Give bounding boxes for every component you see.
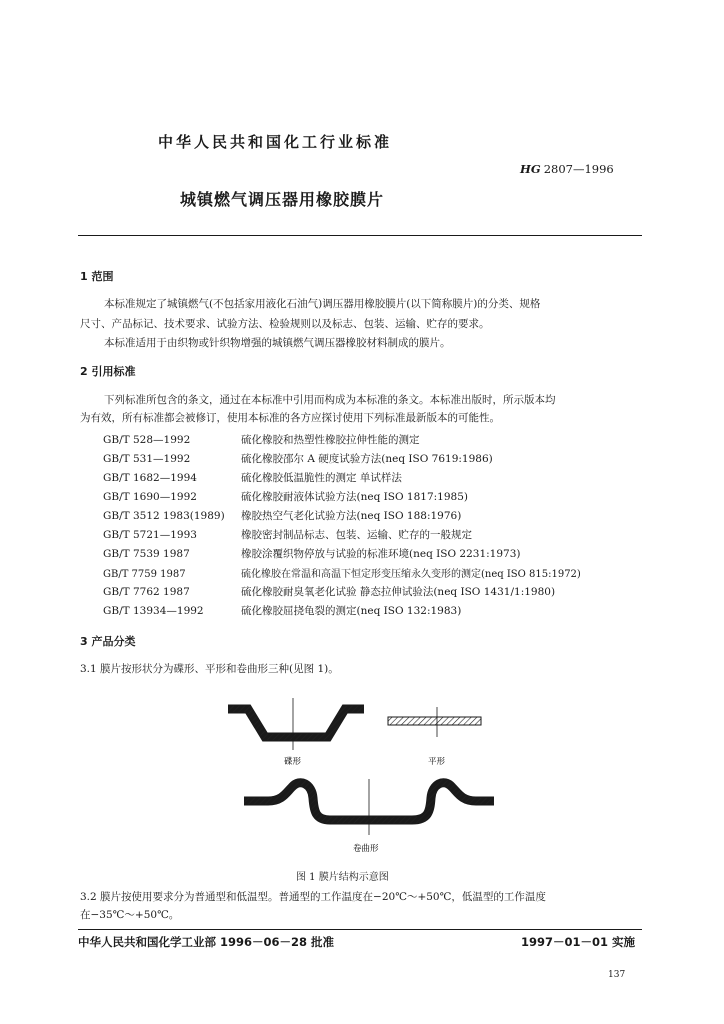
reference-code: GB/T 3512 1983(1989)	[103, 510, 225, 522]
footer-divider	[78, 929, 642, 930]
reference-code: GB/T 528—1992	[103, 434, 191, 446]
effective-date: 1997－01－01 实施	[521, 935, 636, 949]
approval-publisher: 中华人民共和国化学工业部 1996－06－28 批准	[78, 935, 335, 949]
reference-title: 硫化橡胶低温脆性的测定 单试样法	[241, 472, 402, 484]
reference-code: GB/T 7762 1987	[103, 586, 190, 598]
section-1-heading: 1 范围	[80, 270, 114, 283]
figure-caption: 图 1 膜片结构示意图	[296, 872, 389, 883]
reference-code: GB/T 7539 1987	[103, 548, 190, 560]
reference-code: GB/T 7759 1987	[103, 569, 186, 580]
reference-code: GB/T 13934—1992	[103, 605, 204, 617]
standard-code-prefix: HG	[520, 162, 541, 176]
section-1-para2: 本标准适用于由织物或针织物增强的城镇燃气调压器橡胶材料制成的膜片。	[104, 337, 451, 349]
section-2-heading: 2 引用标准	[80, 365, 136, 378]
reference-title: 硫化橡胶和热塑性橡胶拉伸性能的测定	[241, 434, 420, 446]
clause-3-2-line1: 3.2 膜片按使用要求分为普通型和低温型。普通型的工作温度在−20℃～+50℃，低温型的工作温度	[80, 891, 546, 903]
dish-label: 碟形	[284, 757, 302, 767]
section-2-intro-line1: 下列标准所包含的条文，通过在本标准中引用而构成为本标准的条文。本标准出版时，所示版本均	[104, 394, 556, 406]
section-1-para1-line2: 尺寸、产品标记、技术要求、试验方法、检验规则以及标志、包装、运输、贮存的要求。	[80, 318, 490, 330]
document-title: 城镇燃气调压器用橡胶膜片	[180, 190, 385, 209]
reference-code: GB/T 5721—1993	[103, 529, 197, 541]
rolling-membrane	[244, 779, 494, 835]
reference-title: 硫化橡胶屈挠龟裂的测定(neq ISO 132:1983)	[241, 605, 462, 617]
reference-title: 硫化橡胶在常温和高温下恒定形变压缩永久变形的测定(neq ISO 815:1972)	[241, 569, 581, 580]
clause-3-1: 3.1 膜片按形状分为碟形、平形和卷曲形三种(见图 1)。	[80, 663, 339, 675]
section-3-heading: 3 产品分类	[80, 635, 136, 648]
rolling-label: 卷曲形	[353, 844, 379, 854]
clause-3-2-line2: 在−35℃～+50℃。	[80, 909, 180, 921]
reference-title: 硫化橡胶耐臭氧老化试验 静态拉伸试验法(neq ISO 1431/1:1980)	[241, 586, 556, 598]
reference-title: 橡胶涂覆织物停放与试验的标准环境(neq ISO 2231:1973)	[241, 548, 521, 560]
flat-membrane	[388, 707, 481, 737]
standard-title: 中华人民共和国化工行业标准	[158, 133, 393, 151]
flat-label: 平形	[428, 757, 446, 767]
standard-code-number: 2807—1996	[543, 162, 614, 176]
reference-code: GB/T 531—1992	[103, 453, 191, 465]
page-number: 137	[608, 970, 626, 980]
reference-title: 橡胶密封制品标志、包装、运输、贮存的一般规定	[241, 529, 472, 541]
reference-code: GB/T 1690—1992	[103, 491, 197, 503]
dish-membrane	[228, 698, 364, 750]
reference-title: 橡胶热空气老化试验方法(neq ISO 188:1976)	[241, 510, 462, 522]
section-1-para1-line1: 本标准规定了城镇燃气(不包括家用液化石油气)调压器用橡胶膜片(以下简称膜片)的分类、规格	[104, 298, 541, 310]
reference-code: GB/T 1682—1994	[103, 472, 197, 484]
reference-title: 硫化橡胶耐液体试验方法(neq ISO 1817:1985)	[241, 491, 468, 503]
reference-title: 硫化橡胶邵尔 A 硬度试验方法(neq ISO 7619:1986)	[241, 453, 493, 465]
section-2-intro-line2: 为有效，所有标准都会被修订，使用本标准的各方应探讨使用下列标准最新版本的可能性。	[80, 412, 500, 424]
